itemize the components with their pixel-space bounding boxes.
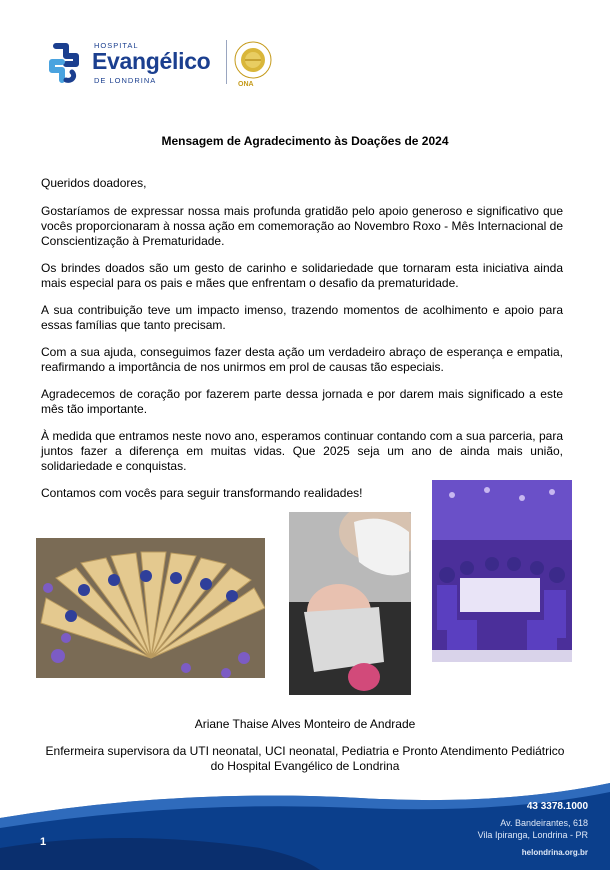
logo-hospital-text: HOSPITAL [94, 41, 139, 50]
letter-title: Mensagem de Agradecimento às Doações de 2024 [161, 134, 449, 148]
letter-paragraph: Gostaríamos de expressar nossa mais profunda gratidão pelo apoio generoso e significativo que vocês proporcionaram à nossa ação em comemoração ao Novembro Roxo - Mês Internacional de Conscientização à Prematuridade. [41, 204, 563, 248]
footer-address-line2: Vila Ipiranga, Londrina - PR [477, 830, 588, 840]
logo-divider [226, 40, 227, 84]
photo-nursing-team [432, 480, 572, 662]
letter-greeting: Queridos doadores, [41, 176, 147, 190]
letter-paragraph: Com a sua ajuda, conseguimos fazer desta ação um verdadeiro abraço de esperança e empatia, reafirmando a importância de nos unirmos em prol de causas tão especiais. [41, 345, 563, 374]
footer-phone: 43 3378.1000 [526, 801, 588, 812]
hospital-logo [42, 38, 282, 88]
photo-mother-baby [289, 512, 411, 695]
ona-seal-label: ONA [238, 81, 254, 88]
mother-baby-illustration [289, 512, 411, 695]
letter-paragraph: Os brindes doados são um gesto de carinho e solidariedade que tornaram esta iniciativa ainda mais especial para os pais e mães que enfrentam o desafio da prematuridade. [41, 261, 563, 290]
letter-paragraph: Contamos com vocês para seguir transformando realidades! [41, 486, 363, 500]
gift-cones-illustration [36, 538, 265, 678]
footer-website-link[interactable]: helondrina.org.br [521, 848, 588, 857]
footer-address-line1: Av. Bandeirantes, 618 [500, 818, 588, 828]
hospital-cross-logo-icon [42, 42, 86, 84]
page-number: 1 [40, 836, 47, 848]
signature-name: Ariane Thaise Alves Monteiro de Andrade [194, 717, 416, 731]
signature-role: Enfermeira supervisora da UTI neonatal, UCI neonatal, Pediatria e Pronto Atendimento Pediátrico do Hospital Evangélico de Londrina [45, 744, 565, 773]
nursing-team-illustration [432, 480, 572, 662]
ona-accreditation-seal-icon [232, 40, 274, 86]
photo-gift-cones [36, 538, 265, 678]
letter-paragraph: A sua contribuição teve um impacto imenso, trazendo momentos de acolhimento e apoio para essas famílias que tanto precisam. [41, 303, 563, 332]
logo-name: Evangélico [92, 48, 211, 74]
letter-body [41, 176, 563, 513]
letter-paragraph: Agradecemos de coração por fazerem parte dessa jornada e por darem mais significado a este mês tão importante. [41, 387, 563, 416]
letter-paragraph: À medida que entramos neste novo ano, esperamos continuar contando com a sua parceria, para juntos fazer a diferença em muitas vidas. Que 2025 seja um ano de ainda mais união, solidariedade e conquistas. [41, 429, 563, 473]
logo-city-text: DE LONDRINA [94, 76, 157, 85]
